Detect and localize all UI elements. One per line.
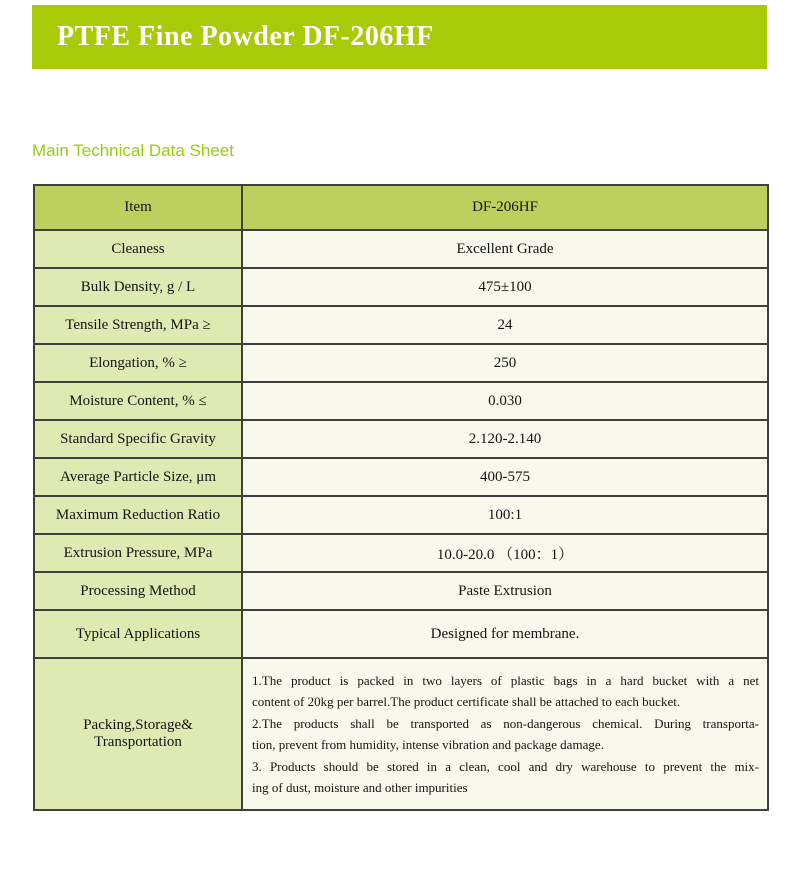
packing-row bbox=[34, 658, 768, 810]
row-value: Excellent Grade bbox=[242, 230, 768, 268]
technical-data-table bbox=[33, 184, 769, 811]
row-label: Tensile Strength, MPa ≥ bbox=[34, 306, 242, 344]
table-row bbox=[34, 458, 768, 496]
packing-text-line: 3. Products should be stored in a clean, cool and dry warehouse to prevent the mix- bbox=[252, 758, 759, 774]
packing-text bbox=[242, 658, 768, 810]
row-label: Extrusion Pressure, MPa bbox=[34, 534, 242, 572]
row-label: Bulk Density, g / L bbox=[34, 268, 242, 306]
table-row bbox=[34, 268, 768, 306]
packing-label-line1: Packing,Storage& bbox=[83, 717, 193, 733]
packing-text-line: 1.The product is packed in two layers of plastic bags in a hard bucket with a net bbox=[252, 672, 759, 688]
packing-label bbox=[34, 658, 242, 810]
row-value: 0.030 bbox=[242, 382, 768, 420]
row-label: Elongation, % ≥ bbox=[34, 344, 242, 382]
table-row bbox=[34, 420, 768, 458]
row-value: 250 bbox=[242, 344, 768, 382]
row-value: 10.0-20.0 （100：1） bbox=[242, 534, 768, 572]
row-value: 100:1 bbox=[242, 496, 768, 534]
row-label: Moisture Content, % ≤ bbox=[34, 382, 242, 420]
table-row bbox=[34, 306, 768, 344]
table-row bbox=[34, 572, 768, 610]
row-label: Processing Method bbox=[34, 572, 242, 610]
table-row bbox=[34, 230, 768, 268]
page-title: PTFE Fine Powder DF-206HF bbox=[57, 21, 434, 52]
row-label: Standard Specific Gravity bbox=[34, 420, 242, 458]
table-row bbox=[34, 344, 768, 382]
row-value: 475±100 bbox=[242, 268, 768, 306]
header-value-cell: DF-206HF bbox=[242, 185, 768, 230]
row-label: Typical Applications bbox=[34, 610, 242, 658]
section-heading: Main Technical Data Sheet bbox=[32, 141, 234, 160]
table-header-row bbox=[34, 185, 768, 230]
packing-text-line: 2.The products shall be transported as non-dangerous chemical. During transporta- bbox=[252, 715, 759, 731]
row-label: Average Particle Size, μm bbox=[34, 458, 242, 496]
packing-text-line: tion, prevent from humidity, intense vibration and package damage. bbox=[252, 737, 604, 752]
header-item-cell: Item bbox=[34, 185, 242, 230]
table-row bbox=[34, 382, 768, 420]
table-row bbox=[34, 496, 768, 534]
packing-label-line2: Transportation bbox=[94, 734, 182, 750]
row-value: 400-575 bbox=[242, 458, 768, 496]
table-row bbox=[34, 610, 768, 658]
packing-text-line: ing of dust, moisture and other impurities bbox=[252, 780, 468, 795]
row-value: 2.120-2.140 bbox=[242, 420, 768, 458]
row-value: Paste Extrusion bbox=[242, 572, 768, 610]
title-banner bbox=[32, 5, 767, 69]
row-value: 24 bbox=[242, 306, 768, 344]
row-label: Cleaness bbox=[34, 230, 242, 268]
packing-text-line: content of 20kg per barrel.The product certificate shall be attached to each bucket. bbox=[252, 694, 681, 709]
table-row bbox=[34, 534, 768, 572]
row-label: Maximum Reduction Ratio bbox=[34, 496, 242, 534]
row-value: Designed for membrane. bbox=[242, 610, 768, 658]
